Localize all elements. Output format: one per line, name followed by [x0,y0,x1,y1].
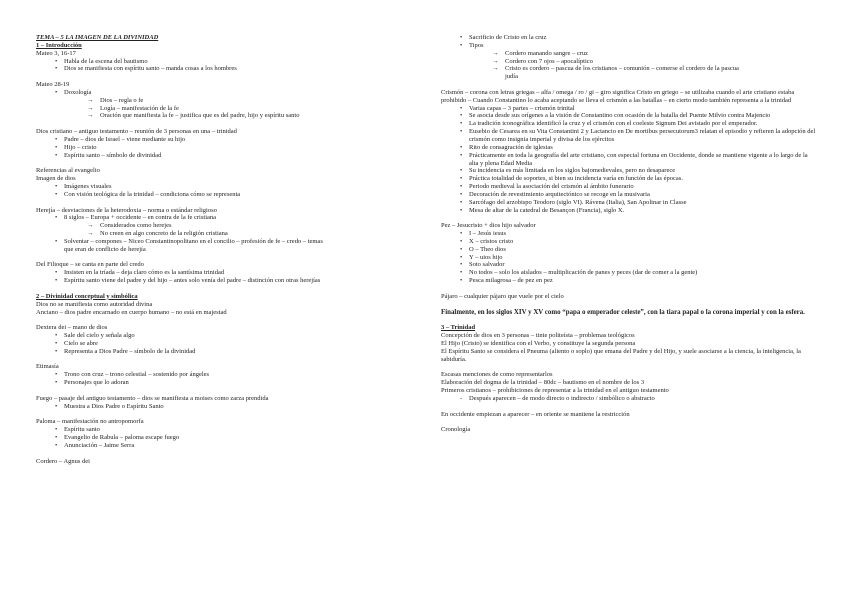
blank-line [441,316,816,324]
bullet-item: • Tipos [441,42,816,50]
bullet-item: • Muestra a Dios Padre o Espíritu Santo [36,403,428,411]
bullet-item: • Dios se manifiesta con espíritu santo – manda cosas a los hombres [36,65,428,73]
bullet-item: • Doxología [36,89,428,97]
continuation-line: judía [505,73,518,81]
bullet-item: • Práctica totalidad de soportes, si bien su incidencia varía en función de las épocas. [441,175,816,183]
bullet-item: • Solventar – compones – Niceo Constantinopolitano en el concilio – profesión de fe – credo – temas [36,238,428,246]
continuation-line: que eran de conflicto de herejía [64,245,146,253]
arrow-subitem: → Considerados como herejes [36,222,428,230]
text-line: Mateo 28-19 [36,81,70,89]
bullet-item: • Prácticamente en toda la geografía del arte cristiano, con especial fortuna en Occidente, donde se mantiene vigente a lo largo de la alta y plena Edad Media [441,152,816,168]
bullet-item: • Su incidencia es más limitada en los siglos bajomedievales, pero no desaparece [441,167,816,175]
bullet-item: • O – Theo dios [441,246,816,254]
bullet-item: • Mesa de altar de la catedral de Besançon (Francia), siglo X. [441,207,816,215]
text-line: Cordero – Agnus dei [36,457,90,465]
blank-line [36,356,428,364]
text-line: Fuego – pasaje del antiguo testamento – dios se manifiesta a moises como zarza prendida [36,394,269,402]
bullet-item: • Hijo – cristo [36,144,428,152]
arrow-subitem: → Cordero con 7 ojos – apocalíptico [441,58,816,66]
text-line: Dios cristiano – antiguo testamento – reunión de 3 personas en una – trinidad [36,128,237,136]
text-line: Elaboración del dogma de la trinidad – 80dc – bautismo en el nombre de los 3 [441,379,645,387]
blank-line [441,214,816,222]
bullet-item: • Anunciación – Jaime Serra [36,442,428,450]
paragraph: El Espíritu Santo se considera el Pneuma (aliento o soplo) que emana del Padre y del Hijo, y suele asociarse a la ciencia, la inteligencia, la sabiduría. [441,347,801,363]
arrow-subitem: → No creen en algo concreto de la religión cristiana [36,230,428,238]
text-line: Herejía – desviaciones de la heterodoxia – norma o estándar religioso [36,206,217,214]
text-line: Dextera dei – mano de dios [36,324,108,332]
bullet-item: • Sarcófago del arzobispo Teodoro (siglo VI). Rávena (Italia), San Apolinar in Classe [441,199,816,207]
text-line: El Hijo (Cristo) se identifica con el Verbo, y constituye la segunda persona [441,339,636,347]
text-line: Anciano – dios padre encarnado en cuerpo humano – no está en majestad [36,308,227,316]
text-line: Paloma – manifestación no antropomorfa [36,418,144,426]
bullet-item: • Rito de consagración de iglesias [441,144,816,152]
bullet-item: • Con visión teológica de la trinidad – condiciona cómo se representa [36,191,428,199]
text-line: Del Filioque – se canta en parte del credo [36,261,144,269]
section-heading: 1 – Introducción [36,41,82,49]
text-line: Primeros cristianos – prohibiciones de representar a la trinidad en el antiguo testamento [441,386,669,394]
arrow-subitem: → Cristo es cordero – pascua de los cristianos – comunión – comerse el cordero de la pascua [441,65,816,73]
dash-item: - Después aparecen – de modo directo o indirecto / simbólico o abstracto [441,395,816,403]
arrow-subitem: → Dios – regla o fe [36,97,428,105]
bullet-item: • Sacrificio de Cristo en la cruz [441,34,816,42]
blank-line [441,418,816,426]
document-title: TEMA – 5 LA IMAGEN DE LA DIVINIDAD [36,34,159,41]
bullet-item: • Espíritu santo – símbolo de divinidad [36,152,428,160]
bullet-item: • I – Jesús iesus [441,230,816,238]
bullet-item: • Decoración de revestimiento arquitectónico se recoge en la musivaria [441,191,816,199]
bullet-item: • Imágenes visuales [36,183,428,191]
blank-line [441,285,816,293]
text-line: Pez – Jesucristo + dios hijo salvador [441,222,536,230]
bullet-item: • Eusebio de Cesarea en su Vita Constantini 2 y Lactancio en De mortibus persecutorum3 relatan el episodio y refieren la adopción del crismón como insignia imperial y divisa de los ejércitos [441,128,816,144]
bold-paragraph: Finalmente, en los siglos XIV y XV como “papa o emperador celeste”, con la tiara papal o la corona imperial y con la esfera. [441,308,805,316]
bullet-item: • Padre – dios de Israel – viene mediante su hijo [36,136,428,144]
bullet-item: • Cielo se abre [36,340,428,348]
section-heading: 3 – Trinidad [441,324,476,332]
blank-line [36,199,428,207]
blank-line [36,450,428,458]
bullet-item: • Varias capas – 3 partes – crismón trinital [441,105,816,113]
text-line: Mateo 3, 16-17 [36,49,76,57]
bullet-item: • Personajes que lo adoran [36,379,428,387]
bullet-item: • Habla de la escena del bautismo [36,58,428,66]
blank-line [36,387,428,395]
text-line: Imagen de dios [36,175,76,183]
bullet-item: • Trono con cruz – trono celestial – sostenido por ángeles [36,371,428,379]
bullet-item: • Representa a Dios Padre – símbolo de la divinidad [36,348,428,356]
bullet-item: • Insisten en la tríada – deja claro cómo es la santísima trinidad [36,269,428,277]
bullet-item: • X – cristos cristo [441,238,816,246]
blank-line [441,363,816,371]
bullet-item: • Evangelio de Rabula – paloma escape fuego [36,434,428,442]
blank-line [441,81,816,89]
blank-line [36,411,428,419]
bullet-item: • Espíritu santo viene del padre y del hijo – antes solo venía del padre – distinción con otras herejías [36,277,428,285]
arrow-subitem: → Cordero manando sangre – cruz [441,50,816,58]
bullet-item: • Y – uios hijo [441,254,816,262]
paragraph: Crismón – corona con letras griegas – alfa / omega / ro / gi – giro significa Cristo en griego – se utilizaba cuando el arte cristiano estaba prohibido – Cuando Constantino lo acaba aceptando se lleva el crismón a las batallas – en cierto modo también representa a la trinidad [441,88,795,104]
blank-line [441,403,816,411]
text-line: En occidente empiezan a aparecer – en oriente se mantiene la restricción [441,410,630,418]
bullet-item: • 8 siglos – Europa + occidente – en contra de la fe cristiana [36,214,428,222]
arrow-subitem: → Logía – manifestación de la fe [36,105,428,113]
text-line: Pájaro – cualquier pájaro que vuele por el cielo [441,292,564,300]
bullet-item: • No todos – solo los aislados – multiplicación de panes y peces (dar de comer a la gente) [441,269,816,277]
arrow-subitem: → Oración que manifiesta la fe – justifica que es del padre, hijo y espíritu santo [36,112,428,120]
bullet-item: • Se asocia desde sus orígenes a la visión de Constantino con ocasión de la batalla del Puente Milvio contra Majencio [441,112,816,120]
text-line: Cronología [441,426,471,434]
section-heading: 2 – Divinidad conceptual y simbólica [36,292,138,300]
blank-line [36,160,428,168]
text-line: Dios no se manifiesta como autoridad divina [36,300,153,308]
blank-line [36,73,428,81]
blank-line [441,301,816,309]
bullet-item: • Espíritu santo [36,426,428,434]
blank-line [36,316,428,324]
right-column [441,34,816,434]
bullet-item: • Soto salvador [441,261,816,269]
text-line: Concepción de dios en 3 personas – tinte politeísta – problemas teológicos [441,332,635,340]
text-line: Referencias al evangelio [36,167,100,175]
blank-line [36,285,428,293]
text-line: Etimasía [36,363,59,371]
bullet-item: • Periodo medieval la asociación del crismón al ámbito funerario [441,183,816,191]
blank-line [36,254,428,262]
blank-line [36,120,428,128]
bullet-item: • Sale del cielo y señala algo [36,332,428,340]
bullet-item: • Pesca milagrosa – de pez en pez [441,277,816,285]
left-column [36,34,428,465]
text-line: Escasas menciones de como representarlos [441,371,553,379]
bullet-item: • La tradición iconográfica identificó la cruz y el crismón con el coeleste Signum Dei avistado por el emperador. [441,120,816,128]
